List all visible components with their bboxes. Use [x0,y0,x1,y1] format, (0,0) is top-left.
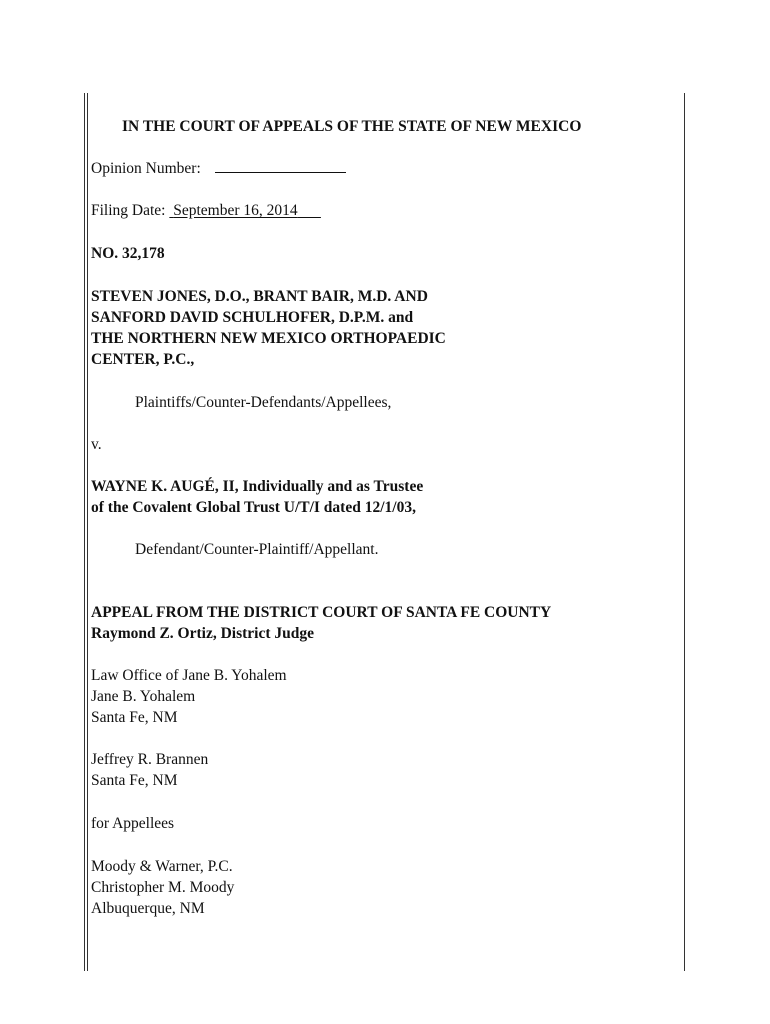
court-title: IN THE COURT OF APPEALS OF THE STATE OF NEW MEXICO [122,118,582,135]
plaintiffs-role: Plaintiffs/Counter-Defendants/Appellees, [135,394,392,411]
for-appellees: for Appellees [91,815,175,832]
counsel-line: Albuquerque, NM [91,900,205,917]
counsel-line: Jane B. Yohalem [91,688,196,705]
filing-date-value: September 16, 2014 [173,202,298,219]
plaintiff-line: THE NORTHERN NEW MEXICO ORTHOPAEDIC [91,330,446,347]
counsel-line: Moody & Warner, P.C. [91,858,233,875]
counsel-line: Law Office of Jane B. Yohalem [91,667,287,684]
case-number: NO. 32,178 [91,245,165,262]
plaintiff-line: SANFORD DAVID SCHULHOFER, D.P.M. and [91,309,414,326]
opinion-number-blank [215,158,346,173]
plaintiff-line: CENTER, P.C., [91,351,195,368]
filing-date-label: Filing Date: [91,202,166,219]
counsel-line: Christopher M. Moody [91,879,235,896]
defendant-line: of the Covalent Global Trust U/T/I dated 12/1/03, [91,499,416,516]
counsel-line: Santa Fe, NM [91,772,178,789]
right-margin-rule [684,93,685,971]
filing-date-line [91,200,321,221]
opinion-number-label: Opinion Number: [91,160,201,177]
versus: v. [91,436,102,453]
appeal-from-line: APPEAL FROM THE DISTRICT COURT OF SANTA FE COUNTY [91,604,552,621]
counsel-line: Santa Fe, NM [91,709,178,726]
opinion-number-line [91,158,346,179]
left-margin-rule-inner [87,93,88,971]
counsel-line: Jeffrey R. Brannen [91,751,209,768]
defendant-line: WAYNE K. AUGÉ, II, Individually and as Trustee [91,478,424,495]
left-margin-rule-outer [84,93,85,971]
plaintiff-line: STEVEN JONES, D.O., BRANT BAIR, M.D. AND [91,288,428,305]
district-judge-line: Raymond Z. Ortiz, District Judge [91,625,315,642]
defendant-role: Defendant/Counter-Plaintiff/Appellant. [135,541,379,558]
